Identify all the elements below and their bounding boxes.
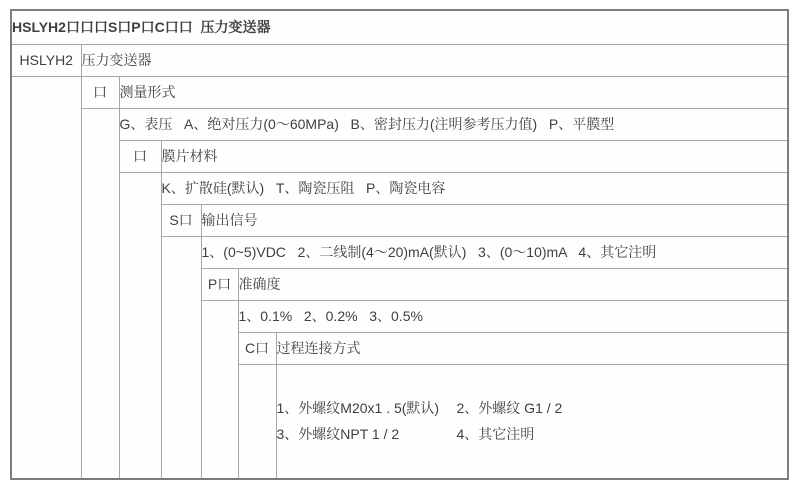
series-name-cell: 压力变送器 xyxy=(81,44,788,76)
process-connection-options-cell xyxy=(276,364,788,479)
process-connection-option-4: 4、其它注明 xyxy=(456,425,535,442)
measurement-form-name-cell: 测量形式 xyxy=(119,76,788,108)
process-connection-code-cell: C口 xyxy=(238,332,276,364)
accuracy-options-cell: 1、0.1% 2、0.2% 3、0.5% xyxy=(238,300,788,332)
col2-spacer-cell xyxy=(81,108,119,479)
model-selection-table xyxy=(10,9,789,480)
measurement-form-options-row xyxy=(11,108,788,140)
diaphragm-material-options-cell: K、扩散硅(默认) T、陶瓷压阻 P、陶瓷电容 xyxy=(161,172,788,204)
measurement-form-options-cell: G、表压 A、绝对压力(0～60MPa) B、密封压力(注明参考压力值) P、平膜型 xyxy=(119,108,788,140)
model-code-title: HSLYH2口口口S口P口C口口 压力变送器 xyxy=(11,10,788,44)
output-signal-options-cell: 1、(0~5)VDC 2、二线制(4～20)mA(默认) 3、(0～10)mA 4、其它注明 xyxy=(201,236,788,268)
series-row xyxy=(11,44,788,76)
diaphragm-material-code-cell: 口 xyxy=(119,140,161,172)
process-connection-option-1: 1、外螺纹M20x1 . 5(默认) xyxy=(276,400,440,417)
col4-spacer-cell xyxy=(161,236,201,479)
measurement-form-header-row xyxy=(11,76,788,108)
series-code-cell: HSLYH2 xyxy=(11,44,81,76)
col1-spacer-cell xyxy=(11,76,81,479)
output-signal-name-cell: 输出信号 xyxy=(201,204,788,236)
process-connection-option-3: 3、外螺纹NPT 1 / 2 xyxy=(276,425,400,442)
accuracy-code-cell: P口 xyxy=(201,268,238,300)
diaphragm-material-options-row xyxy=(11,172,788,204)
output-signal-code-cell: S口 xyxy=(161,204,201,236)
measurement-form-code-cell: 口 xyxy=(81,76,119,108)
process-connection-options-grid xyxy=(277,398,788,445)
process-connection-name-cell: 过程连接方式 xyxy=(276,332,788,364)
diaphragm-material-header-row xyxy=(11,140,788,172)
col6-spacer-cell xyxy=(238,364,276,479)
diaphragm-material-name-cell: 膜片材料 xyxy=(161,140,788,172)
col3-spacer-cell xyxy=(119,172,161,479)
accuracy-name-cell: 准确度 xyxy=(238,268,788,300)
col5-spacer-cell xyxy=(201,300,238,479)
process-connection-option-2: 2、外螺纹 G1 / 2 xyxy=(456,400,563,417)
title-row xyxy=(11,10,788,44)
